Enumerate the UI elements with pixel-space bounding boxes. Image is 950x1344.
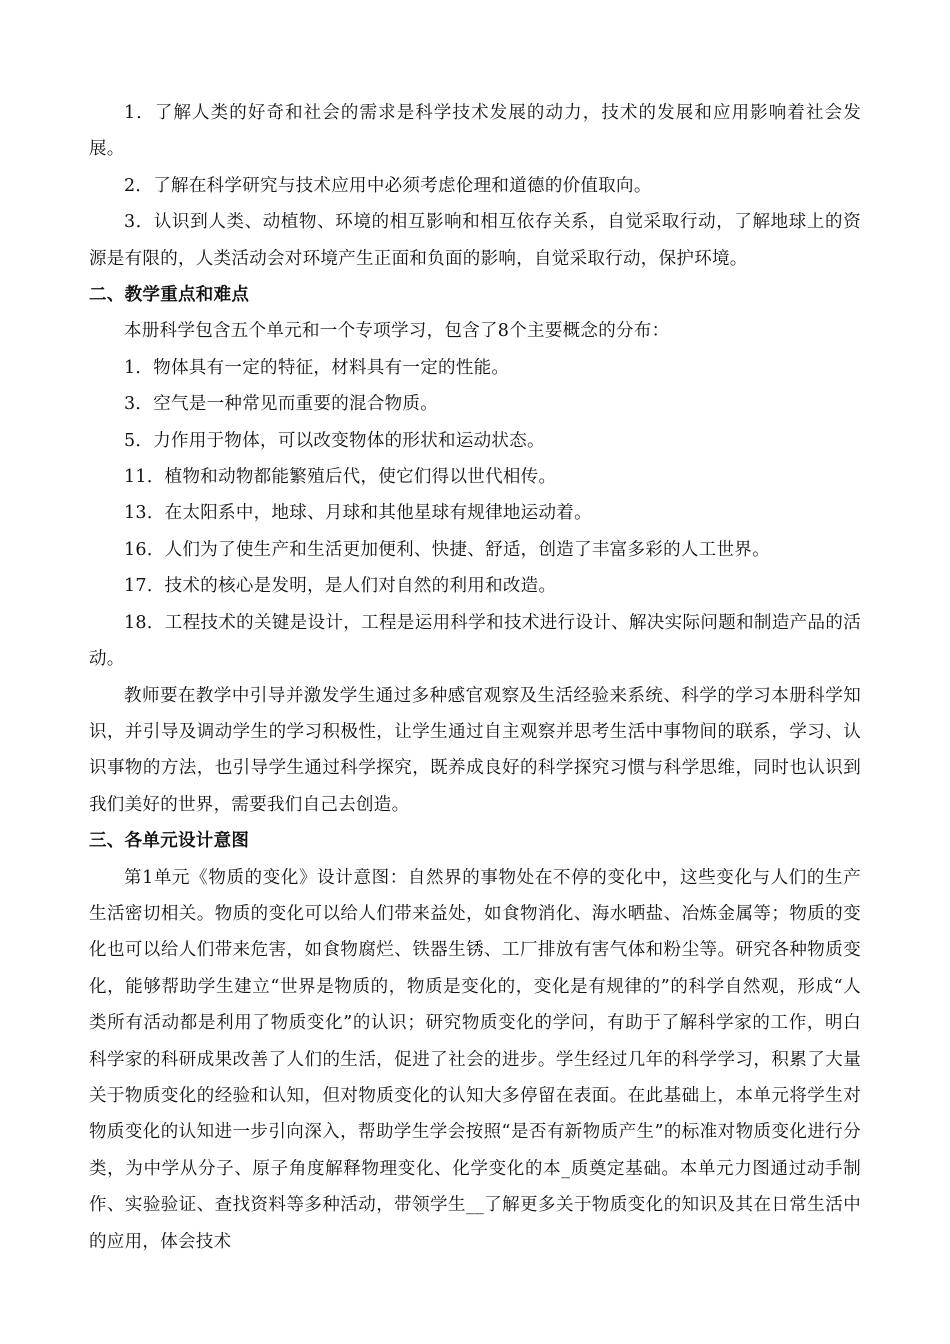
concept-item-13: 13．在太阳系中，地球、月球和其他星球有规律地运动着。 xyxy=(124,503,592,524)
concept-item-16: 16．人们为了使生产和生活更加便利、快捷、舒适，创造了丰富多彩的人工世界。 xyxy=(124,539,770,560)
document-body xyxy=(89,95,861,1260)
concept-item-1: 1．物体具有一定的特征，材料具有一定的性能。 xyxy=(124,357,510,378)
section-heading-unit-design: 三、各单元设计意图 xyxy=(89,831,250,852)
goal-item-2: 2．了解在科学研究与技术应用中必须考虑伦理和道德的价值取向。 xyxy=(124,175,652,196)
unit1-design-paragraph: 第1单元《物质的变化》设计意图：自然界的事物处在不停的变化中，这些变化与人们的生产生活密切相关。物质的变化可以给人们带来益处，如食物消化、海水晒盐、冶炼金属等；物质的变化也可以给人们带来危害，如食物腐烂、铁器生锈、工厂排放有害气体和粉尘等。研究各种物质变化，能够帮助学生建立“世界是物质的，物质是变化的，变化是有规律的”的科学自然观，形成“人类所有活动都是利用了物质变化”的认识；研究物质变化的学问，有助于了解科学家的工作，明白科学家的科研成果改善了人们的生活，促进了社会的进步。学生经过几年的科学学习，积累了大量关于物质变化的经验和认知，但对物质变化的认知大多停留在表面。在此基础上，本单元将学生对物质变化的认知进一步引向深入，帮助学生学会按照“是否有新物质产生”的标准对物质变化进行分类，为中学从分子、原子角度解释物理变化、化学变化的本_质奠定基础。本单元力图通过动手制作、实验验证、查找资料等多种活动，带领学生__了解更多关于物质变化的知识及其在日常生活中的应用，体会技术 xyxy=(89,867,861,1252)
concept-item-3: 3．空气是一种常见而重要的混合物质。 xyxy=(124,394,439,415)
concept-item-11: 11．植物和动物都能繁殖后代，使它们得以世代相传。 xyxy=(124,467,557,488)
key-points-intro: 本册科学包含五个单元和一个专项学习，包含了8个主要概念的分布： xyxy=(124,321,670,342)
teaching-guidance-paragraph: 教师要在教学中引导并激发学生通过多种感官观察及生活经验来系统、科学的学习本册科学知识，并引导及调动学生的学习积极性，让学生通过自主观察并思考生活中事物间的联系，学习、认识事物的方法，也引导学生通过科学探究，既养成良好的科学探究习惯与科学思维，同时也认识到我们美好的世界，需要我们自己去创造。 xyxy=(89,685,861,815)
concept-item-17: 17．技术的核心是发明，是人们对自然的利用和改造。 xyxy=(124,576,557,597)
goal-item-3: 3．认识到人类、动植物、环境的相互影响和相互依存关系，自觉采取行动，了解地球上的资源是有限的，人类活动会对环境产生正面和负面的影响，自觉采取行动，保护环境。 xyxy=(89,212,861,269)
concept-item-18: 18．工程技术的关键是设计，工程是运用科学和技术进行设计、解决实际问题和制造产品的活动。 xyxy=(89,612,861,670)
goal-item-1: 1．了解人类的好奇和社会的需求是科学技术发展的动力，技术的发展和应用影响着社会发展。 xyxy=(89,103,861,160)
section-heading-key-points: 二、教学重点和难点 xyxy=(89,285,250,306)
concept-item-5: 5．力作用于物体，可以改变物体的形状和运动状态。 xyxy=(124,430,545,451)
